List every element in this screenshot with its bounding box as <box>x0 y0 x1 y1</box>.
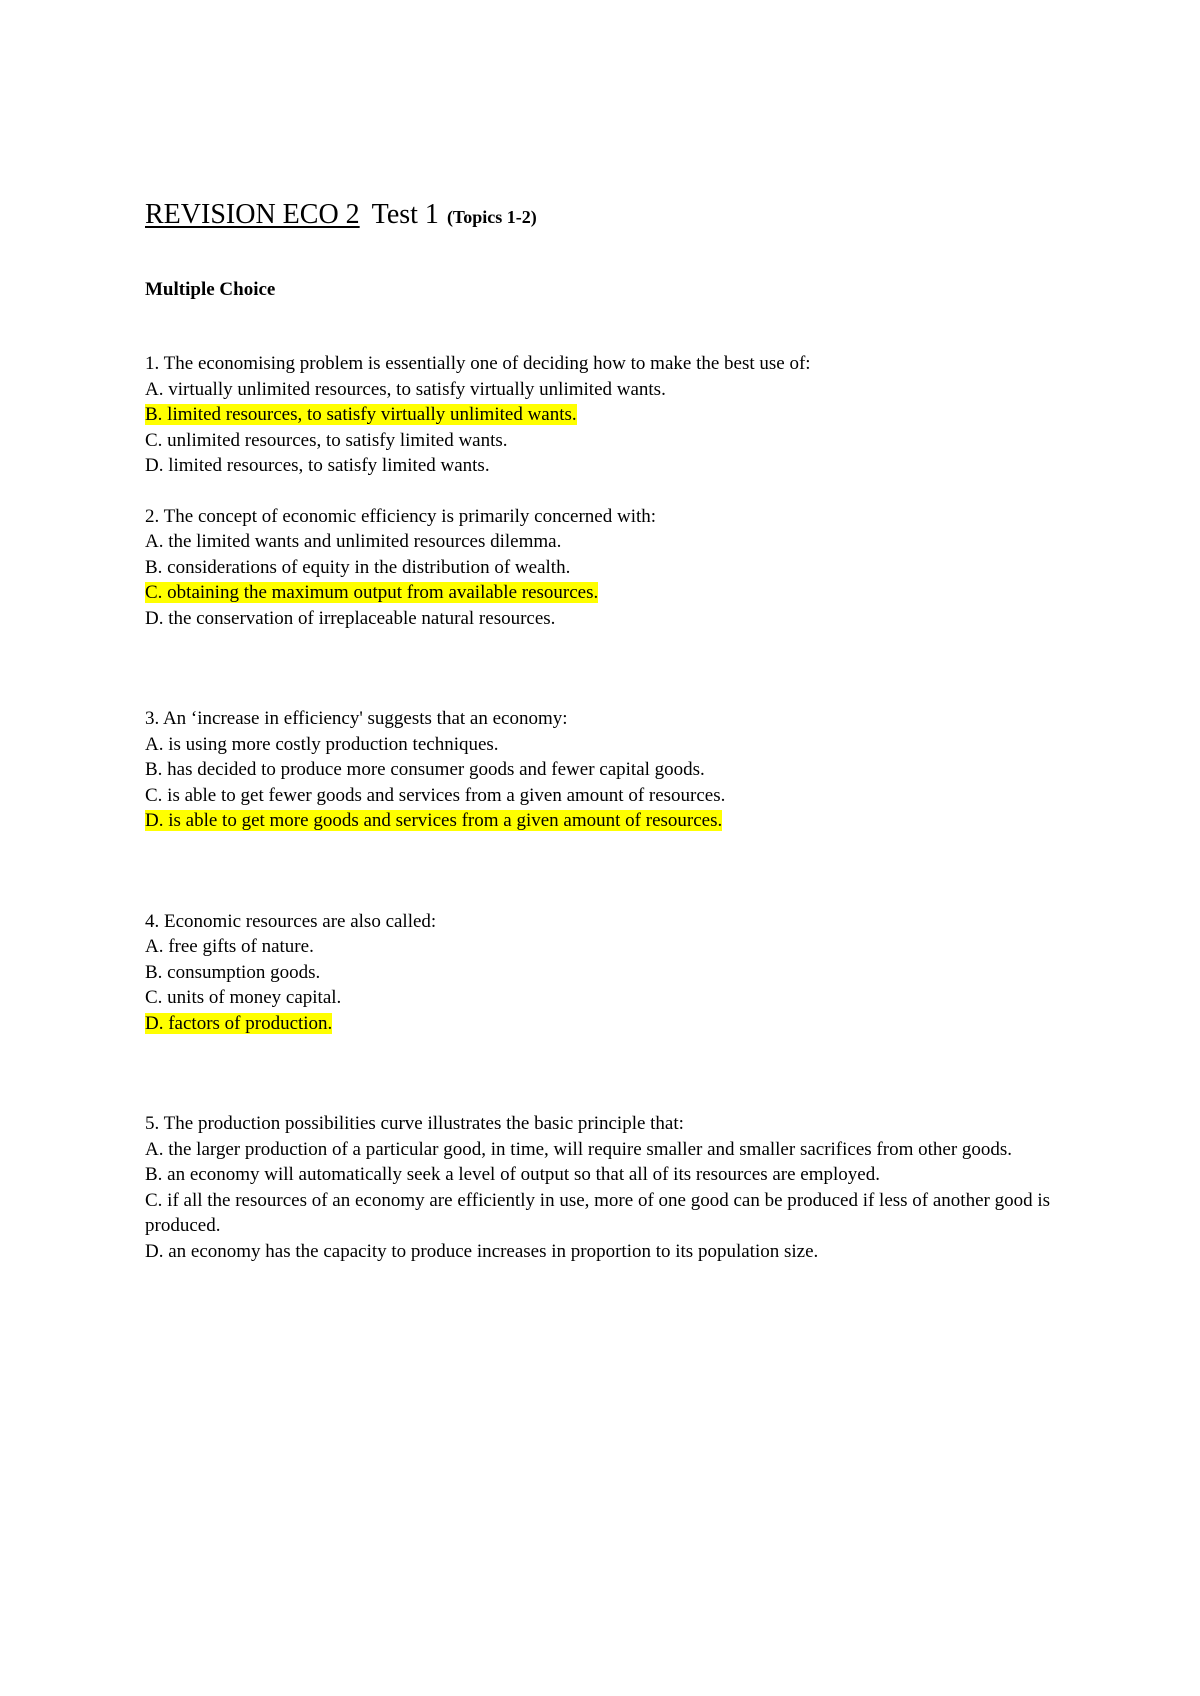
title-test: Test 1 <box>371 199 439 230</box>
option-d: D. the conservation of irreplaceable natural resources. <box>145 607 556 629</box>
option-d: D. an economy has the capacity to produce increases in proportion to its population size. <box>145 1240 819 1262</box>
option-d: D. limited resources, to satisfy limited wants. <box>145 455 490 476</box>
question-4 <box>145 909 1055 1037</box>
section-heading: Multiple Choice <box>145 279 276 300</box>
document-page <box>145 198 1055 1264</box>
title-topics: (Topics 1-2) <box>446 207 537 227</box>
option-c: C. if all the resources of an economy are efficiently in use, more of one good can be produced if less of another good is produced. <box>145 1189 1051 1236</box>
option-b: B. considerations of equity in the distribution of wealth. <box>145 556 571 578</box>
option-b-highlighted: B. limited resources, to satisfy virtually unlimited wants. <box>145 404 577 425</box>
title-main: REVISION ECO 2 <box>145 199 360 230</box>
option-a: A. the larger production of a particular good, in time, will require smaller and smaller sacrifices from other goods. <box>145 1138 1013 1160</box>
question-stem: 1. The economising problem is essentially one of deciding how to make the best use of: <box>145 353 811 374</box>
question-1 <box>145 351 1055 479</box>
option-c: C. is able to get fewer goods and services from a given amount of resources. <box>145 784 726 806</box>
option-c-highlighted: C. obtaining the maximum output from available resources. <box>145 582 599 603</box>
option-a: A. virtually unlimited resources, to satisfy virtually unlimited wants. <box>145 378 666 400</box>
question-3 <box>145 706 1055 834</box>
question-stem: 5. The production possibilities curve illustrates the basic principle that: <box>145 1113 684 1134</box>
question-stem: 2. The concept of economic efficiency is primarily concerned with: <box>145 505 657 527</box>
option-d-highlighted: D. is able to get more goods and services from a given amount of resources. <box>145 810 723 831</box>
option-a: A. free gifts of nature. <box>145 936 314 957</box>
option-d-highlighted: D. factors of production. <box>145 1012 333 1034</box>
option-a: A. the limited wants and unlimited resources dilemma. <box>145 531 562 552</box>
option-a: A. is using more costly production techniques. <box>145 733 499 755</box>
option-b: B. has decided to produce more consumer goods and fewer capital goods. <box>145 759 705 780</box>
document-title <box>145 198 1055 234</box>
question-stem: 4. Economic resources are also called: <box>145 910 437 932</box>
option-b: B. consumption goods. <box>145 961 321 983</box>
option-c: C. unlimited resources, to satisfy limited wants. <box>145 429 508 451</box>
question-5 <box>145 1111 1055 1264</box>
option-c: C. units of money capital. <box>145 987 342 1008</box>
option-b: B. an economy will automatically seek a level of output so that all of its resources are employed. <box>145 1164 880 1185</box>
question-stem: 3. An ‘increase in efficiency' suggests that an economy: <box>145 708 568 729</box>
question-2 <box>145 504 1055 632</box>
